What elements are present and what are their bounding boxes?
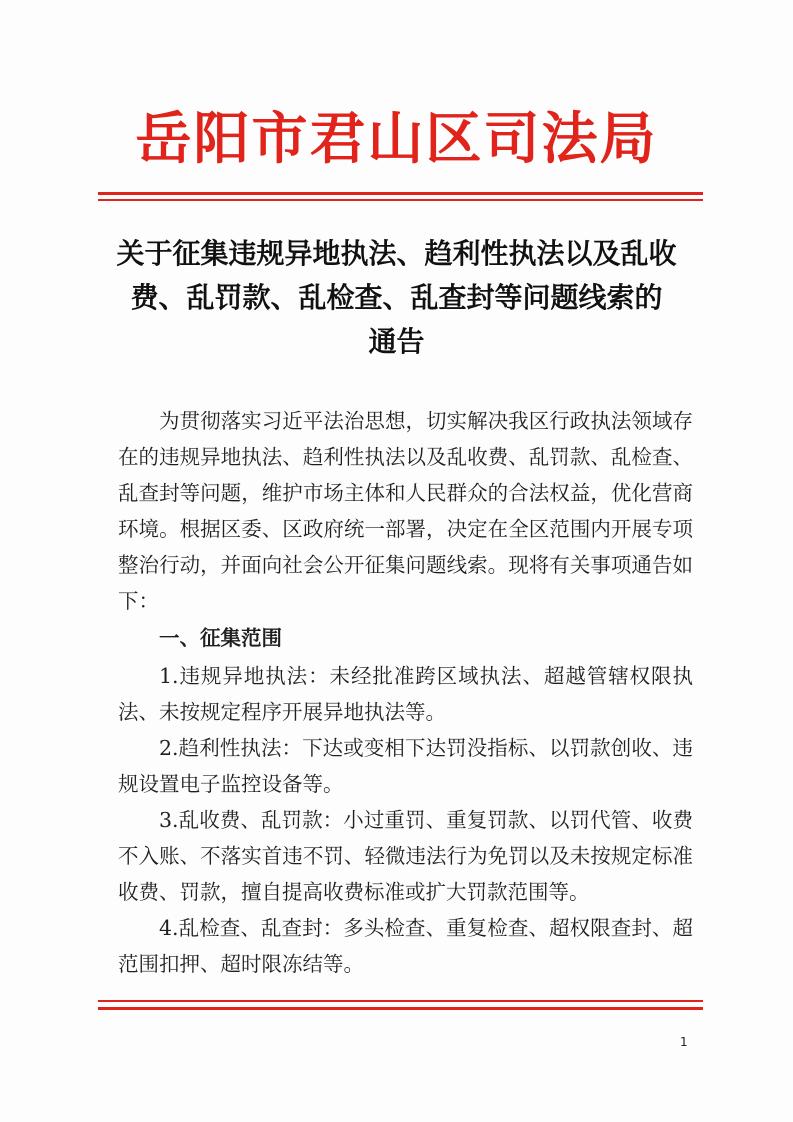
intro-paragraph: 为贯彻落实习近平法治思想，切实解决我区行政执法领域存在的违规异地执法、趋利性执法以及乱收费、乱罚款、乱检查、乱查封等问题，维护市场主体和人民群众的合法权益，优化营商环境。根据区委、区政府统一部署，决定在全区范围内开展专项整治行动，并面向社会公开征集问题线索。现将有关事项通告如下： — [118, 409, 693, 613]
list-item: 3.乱收费、乱罚款：小过重罚、重复罚款、以罚代管、收费不入账、不落实首违不罚、轻微违法行为免罚以及未按规定标准收费、罚款，擅自提高收费标准或扩大罚款范围等。 — [118, 808, 693, 904]
footer-rule-thin — [98, 1000, 703, 1002]
document-title-line-1: 关于征集违规异地执法、趋利性执法以及乱收 — [116, 237, 677, 270]
page-number: 1 — [680, 1035, 688, 1049]
document-body — [118, 403, 693, 982]
list-item: 1.违规异地执法：未经批准跨区域执法、超越管辖权限执法、未按规定程序开展异地执法等。 — [118, 664, 693, 724]
document-title — [100, 232, 693, 364]
letterhead-org-name: 岳阳市君山区司法局 — [135, 106, 658, 172]
footer-rule-thick — [98, 1007, 703, 1010]
letterhead-rule-thick — [98, 192, 703, 195]
section-heading: 一、征集范围 — [159, 626, 282, 650]
document-title-line-3: 通告 — [368, 325, 425, 358]
document-title-line-2: 费、乱罚款、乱检查、乱查封等问题线索的 — [130, 281, 663, 314]
list-item: 4.乱检查、乱查封：多头检查、重复检查、超权限查封、超范围扣押、超时限冻结等。 — [118, 916, 693, 976]
list-item: 2.趋利性执法：下达或变相下达罚没指标、以罚款创收、违规设置电子监控设备等。 — [118, 736, 693, 796]
letterhead-rule-thin — [98, 199, 703, 201]
